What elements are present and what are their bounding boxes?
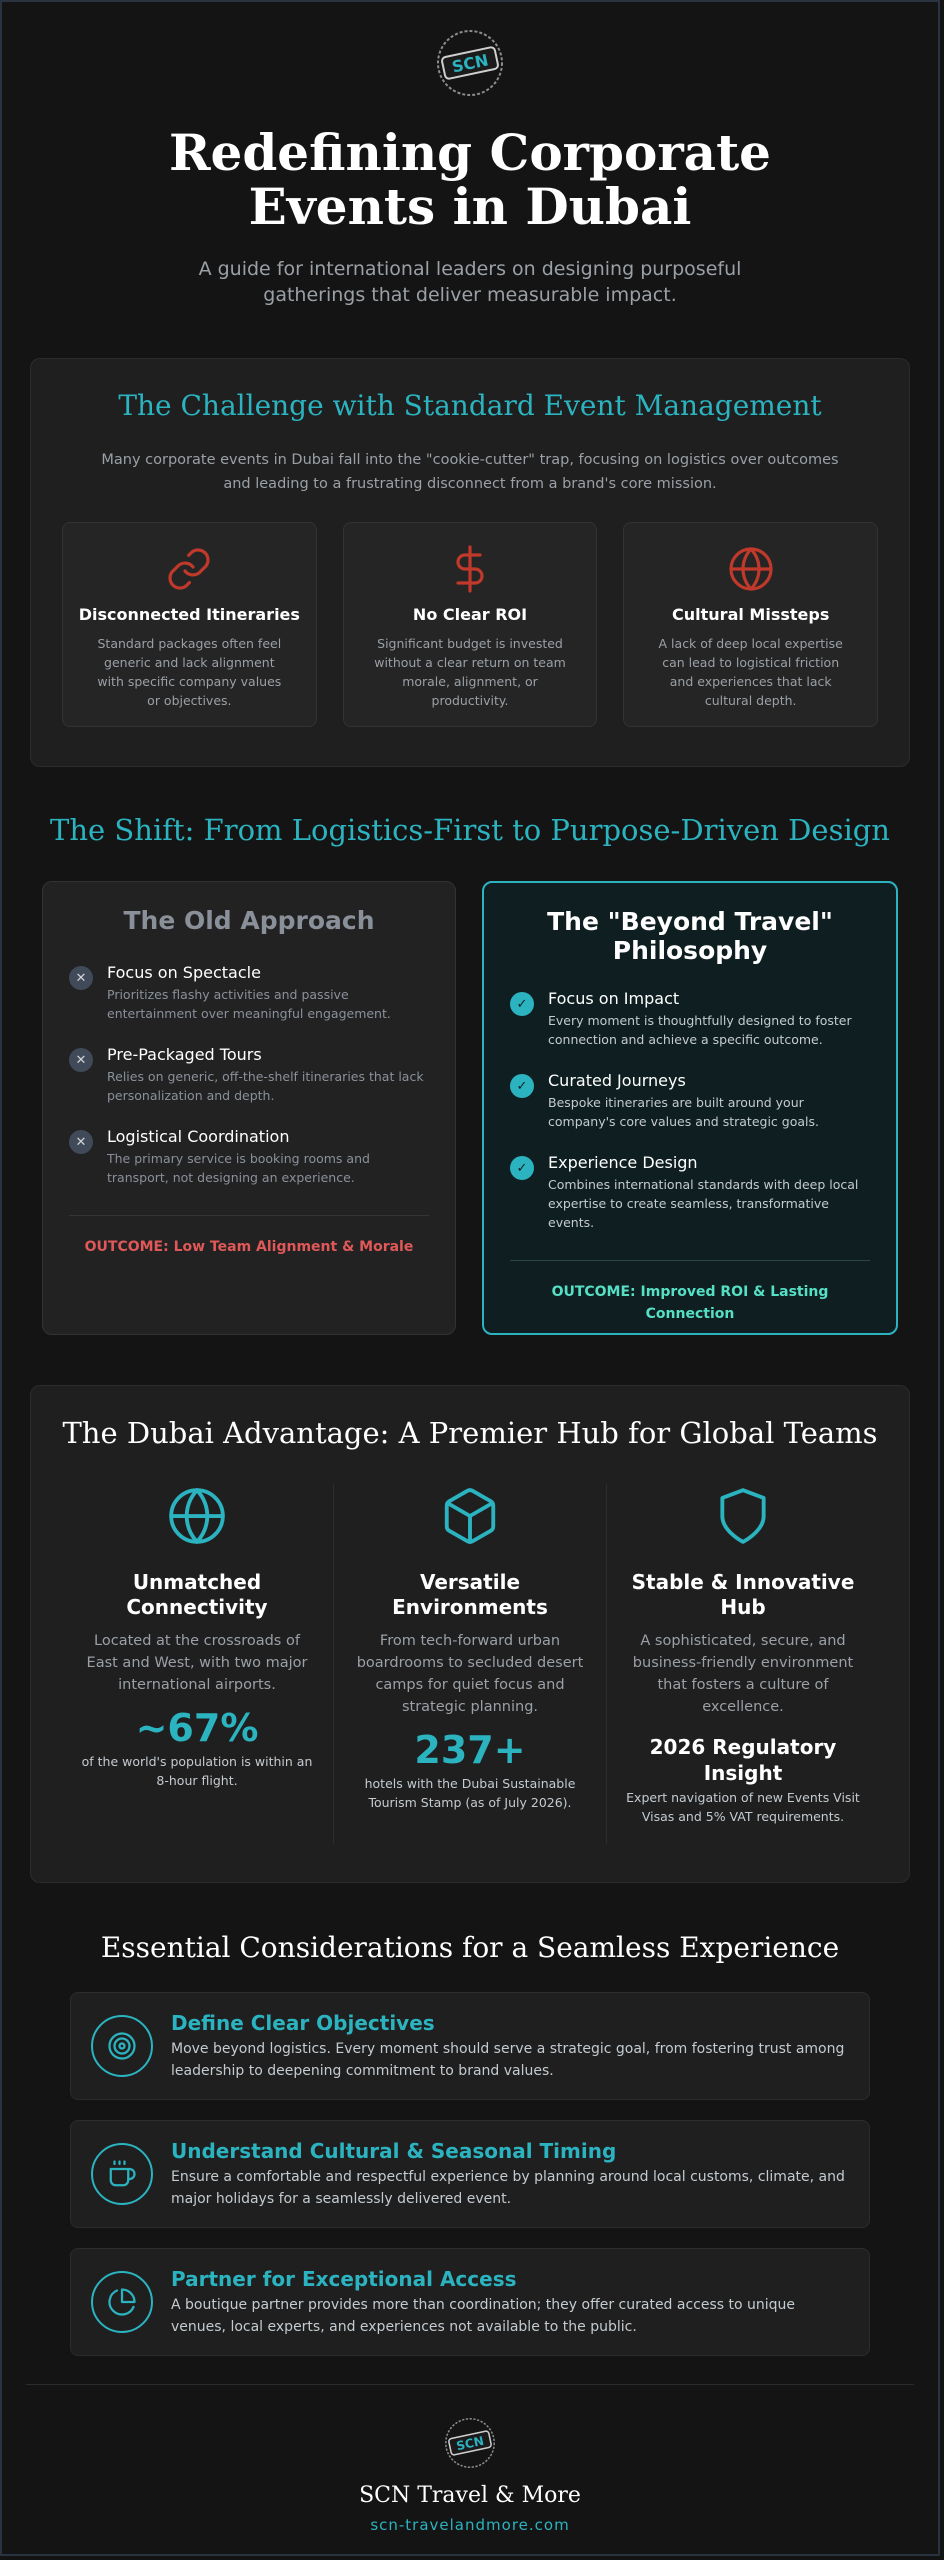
page-title: Redefining Corporate Events in Dubai — [168, 123, 771, 236]
essential-card — [70, 1992, 870, 2100]
advantage-column — [333, 1484, 606, 1844]
item-text: Relies on generic, off-the-shelf itineraries that lack personalization and depth. — [107, 1069, 424, 1103]
scn-logo-icon — [433, 26, 507, 100]
essential-card — [70, 2120, 870, 2228]
list-item — [510, 989, 870, 1049]
dollar-icon — [446, 545, 494, 593]
link-icon — [165, 545, 213, 593]
item-text: The primary service is booking rooms and transport, not designing an experience. — [107, 1151, 370, 1185]
scn-logo-icon — [442, 2415, 498, 2471]
advantage-column — [61, 1484, 333, 1844]
challenge-card-title: Disconnected Itineraries — [78, 605, 300, 624]
advantage-stat-label: hotels with the Dubai Sustainable Tourism Stamp (as of July 2026). — [364, 1776, 576, 1810]
advantage-stat: ~67% — [135, 1706, 259, 1750]
advantage-title: Unmatched Connectivity — [126, 1570, 268, 1619]
challenge-section — [30, 358, 910, 767]
list-item — [69, 1045, 429, 1105]
advantage-title: Stable & Innovative Hub — [631, 1570, 855, 1619]
essential-title: Define Clear Objectives — [171, 2010, 435, 2035]
item-title: Curated Journeys — [548, 1071, 686, 1090]
old-approach-title: The Old Approach — [123, 906, 375, 935]
footer-logo — [2, 2415, 938, 2471]
challenge-card — [62, 522, 317, 727]
check-icon: ✓ — [510, 992, 534, 1016]
advantage-column — [606, 1484, 879, 1844]
logo-text: SCN — [455, 2433, 486, 2454]
list-item — [69, 1127, 429, 1187]
item-text: Every moment is thoughtfully designed to foster connection and achieve a specific outcome. — [548, 1013, 852, 1047]
advantage-title: Versatile Environments — [392, 1570, 548, 1619]
advantage-text: A sophisticated, secure, and business-friendly environment that fosters a culture of excellence. — [632, 1633, 854, 1715]
essentials-title: Essential Considerations for a Seamless Experience — [100, 1931, 840, 1964]
item-title: Focus on Impact — [548, 989, 680, 1008]
check-icon: ✓ — [510, 1156, 534, 1180]
advantage-stat: 237+ — [414, 1728, 526, 1772]
x-icon: ✕ — [69, 1130, 93, 1154]
new-outcome: OUTCOME: Improved ROI & Lasting Connection — [551, 1284, 829, 1322]
dubai-advantage-section — [30, 1385, 910, 1883]
item-title: Pre-Packaged Tours — [107, 1045, 262, 1064]
footer-brand: SCN Travel & More — [359, 2483, 581, 2508]
divider — [510, 1260, 870, 1261]
essential-title: Partner for Exceptional Access — [171, 2266, 517, 2291]
dubai-title: The Dubai Advantage: A Premier Hub for Global Teams — [62, 1416, 878, 1450]
footer-divider — [26, 2384, 914, 2385]
advantage-text: From tech-forward urban boardrooms to secluded desert camps for quiet focus and strategic planning. — [356, 1633, 584, 1715]
target-icon — [107, 2031, 137, 2061]
challenge-card — [623, 522, 878, 727]
challenge-title: The Challenge with Standard Event Management — [118, 389, 822, 422]
beyond-travel-title: The "Beyond Travel" Philosophy — [547, 907, 833, 965]
item-text: Combines international standards with deep local expertise to create seamless, transformative events. — [548, 1177, 859, 1230]
divider — [69, 1215, 429, 1216]
essential-card — [70, 2248, 870, 2356]
advantage-stat-label: Expert navigation of new Events Visit Visas and 5% VAT requirements. — [626, 1790, 860, 1824]
challenge-intro: Many corporate events in Dubai fall into the "cookie-cutter" trap, focusing on logistics over outcomes and leading to a frustrating disconnect from a brand's core mission. — [101, 452, 839, 492]
x-icon: ✕ — [69, 966, 93, 990]
essential-text: Ensure a comfortable and respectful experience by planning around local customs, climate, and major holidays for a seamlessly delivered event. — [171, 2168, 845, 2207]
challenge-card — [343, 522, 598, 727]
header-logo — [2, 2, 938, 100]
old-approach-card — [42, 881, 456, 1335]
beyond-travel-card — [482, 881, 898, 1335]
cube-icon — [439, 1485, 501, 1547]
globe-icon — [727, 545, 775, 593]
shift-title: The Shift: From Logistics-First to Purpose-Driven Design — [50, 813, 890, 847]
challenge-card-title: Cultural Missteps — [672, 605, 830, 624]
advantage-stat-label: of the world's population is within an 8-hour flight. — [81, 1754, 313, 1788]
essential-text: Move beyond logistics. Every moment should serve a strategic goal, from fostering trust among leadership to deepening commitment to brand values. — [171, 2040, 845, 2079]
pie-chart-icon — [107, 2287, 137, 2317]
advantage-text: Located at the crossroads of East and West, with two major international airports. — [86, 1633, 308, 1693]
logo-text: SCN — [450, 50, 491, 77]
item-text: Bespoke itineraries are built around your company's core values and strategic goals. — [548, 1095, 819, 1129]
challenge-card-title: No Clear ROI — [412, 605, 528, 624]
challenge-card-text: Standard packages often feel generic and lack alignment with specific company values or objectives. — [97, 636, 282, 708]
list-item — [510, 1153, 870, 1232]
footer-url-link[interactable]: scn-travelandmore.com — [370, 2516, 570, 2534]
check-icon: ✓ — [510, 1074, 534, 1098]
list-item — [69, 963, 429, 1023]
essential-title: Understand Cultural & Seasonal Timing — [171, 2138, 617, 2163]
challenge-card-text: Significant budget is invested without a clear return on team morale, alignment, or productivity. — [374, 636, 566, 708]
x-icon: ✕ — [69, 1048, 93, 1072]
advantage-stat: 2026 Regulatory Insight — [649, 1735, 837, 1785]
item-title: Logistical Coordination — [107, 1127, 290, 1146]
shield-icon — [712, 1485, 774, 1547]
item-title: Experience Design — [548, 1153, 698, 1172]
coffee-icon — [107, 2159, 137, 2189]
item-title: Focus on Spectacle — [107, 963, 261, 982]
essential-text: A boutique partner provides more than coordination; they offer curated access to unique venues, local experts, and experiences not available to the public. — [171, 2296, 796, 2335]
old-outcome: OUTCOME: Low Team Alignment & Morale — [84, 1239, 414, 1255]
challenge-card-text: A lack of deep local expertise can lead to logistical friction and experiences that lack cultural depth. — [658, 636, 843, 708]
page-subtitle: A guide for international leaders on designing purposeful gatherings that deliver measurable impact. — [198, 258, 742, 306]
item-text: Prioritizes flashy activities and passive entertainment over meaningful engagement. — [107, 987, 391, 1021]
globe-icon — [166, 1485, 228, 1547]
list-item — [510, 1071, 870, 1131]
